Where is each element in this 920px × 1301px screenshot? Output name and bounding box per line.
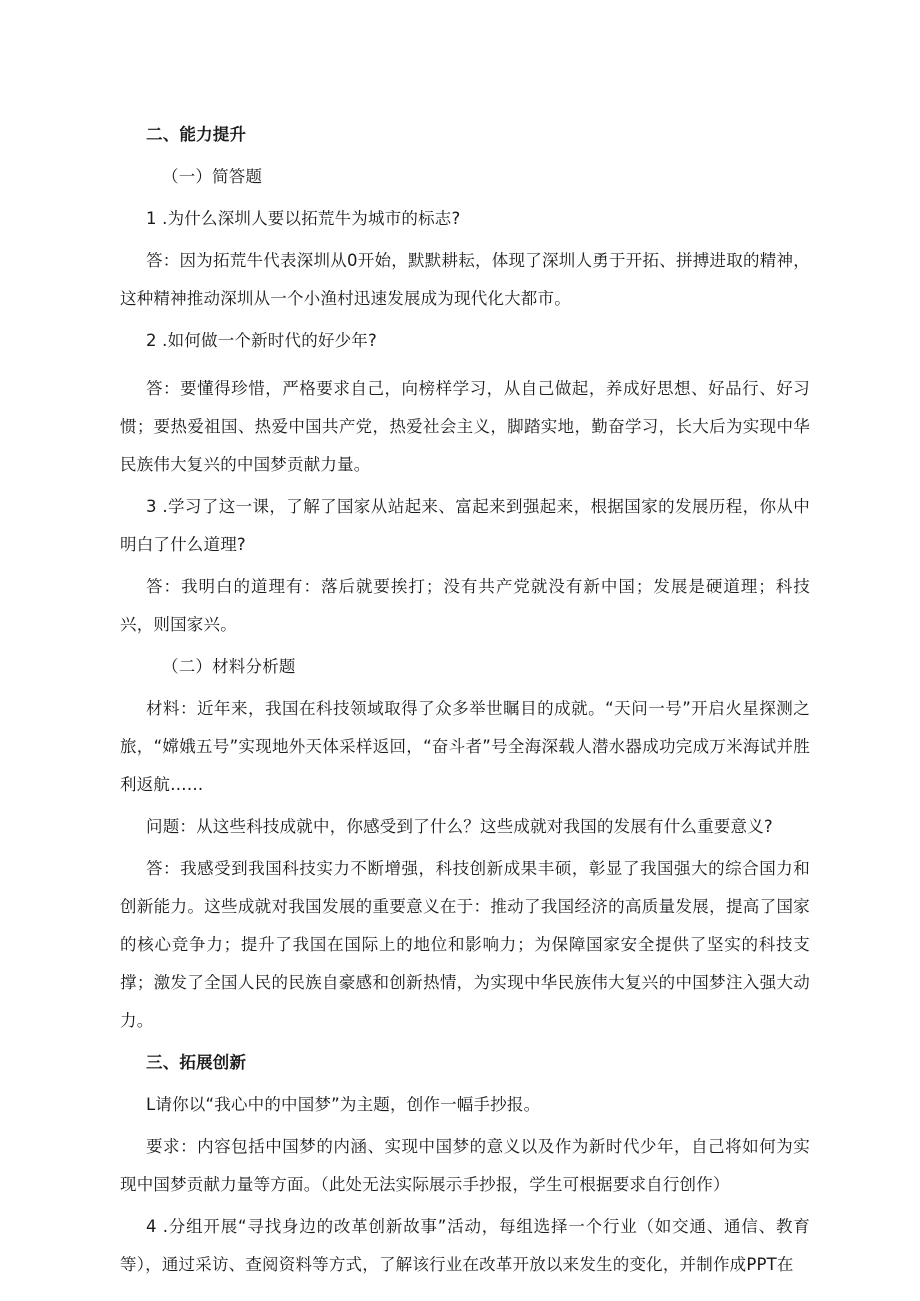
task-1-requirement: 要求：内容包括中国梦的内涵、实现中国梦的意义以及作为新时代少年，自己将如何为实现中国梦贡献力量等方面。（此处无法实际展示手抄报，学生可根据要求自行创作） xyxy=(120,1137,810,1194)
question-3: 3 .学习了这一课，了解了国家从站起来、富起来到强起来，根据国家的发展历程，你从中明白了什么道理? xyxy=(120,497,810,554)
task-4: 4 .分组开展“寻找身边的改革创新故事”活动，每组选择一个行业（如交通、通信、教育等），通过采访、查阅资料等方式，了解该行业在改革开放以来发生的变化，并制作成PPT在 xyxy=(120,1217,810,1274)
section2-heading: 二、能力提升 xyxy=(146,125,247,144)
answer-2: 答：要懂得珍惜，严格要求自己，向榜样学习，从自己做起，养成好思想、好品行、好习惯；要热爱祖国、热爱中国共产党，热爱社会主义，脚踏实地，勤奋学习，长大后为实现中华民族伟大复兴的中国梦贡献力量。 xyxy=(120,379,810,474)
task-1: L请你以“我心中的中国梦”为主题，创作一幅手抄报。 xyxy=(146,1095,541,1114)
subsection-short-answer: （一）简答题 xyxy=(162,167,263,186)
question-1: 1 .为什么深圳人要以拓荒牛为城市的标志? xyxy=(146,209,461,228)
document-body xyxy=(120,116,810,1284)
material-answer: 答：我感受到我国科技实力不断增强，科技创新成果丰硕，彰显了我国强大的综合国力和创新能力。这些成就对我国发展的重要意义在于：推动了我国经济的高质量发展，提高了国家的核心竞争力；提升了我国在国际上的地位和影响力；为保障国家安全提供了坚实的科技支撑；激发了全国人民的民族自豪感和创新热情，为实现中华民族伟大复兴的中国梦注入强大动力。 xyxy=(120,859,810,1030)
answer-3: 答：我明白的道理有：落后就要挨打；没有共产党就没有新中国；发展是硬道理；科技兴，则国家兴。 xyxy=(120,577,810,634)
material-text: 材料：近年来，我国在科技领域取得了众多举世瞩目的成就。“天问一号”开启火星探测之旅，“嫦娥五号”实现地外天体采样返回，“奋斗者”号全海深载人潜水器成功完成万米海试并胜利返航…… xyxy=(120,699,810,794)
answer-1: 答：因为拓荒牛代表深圳从0开始，默默耕耘，体现了深圳人勇于开拓、拼搏进取的精神，这种精神推动深圳从一个小渔村迅速发展成为现代化大都市。 xyxy=(120,251,810,308)
material-question: 问题：从这些科技成就中，你感受到了什么？这些成就对我国的发展有什么重要意义? xyxy=(146,817,773,836)
section3-heading: 三、拓展创新 xyxy=(146,1053,247,1072)
subsection-material-analysis: （二）材料分析题 xyxy=(162,657,296,676)
question-2: 2 .如何做一个新时代的好少年? xyxy=(146,331,377,350)
